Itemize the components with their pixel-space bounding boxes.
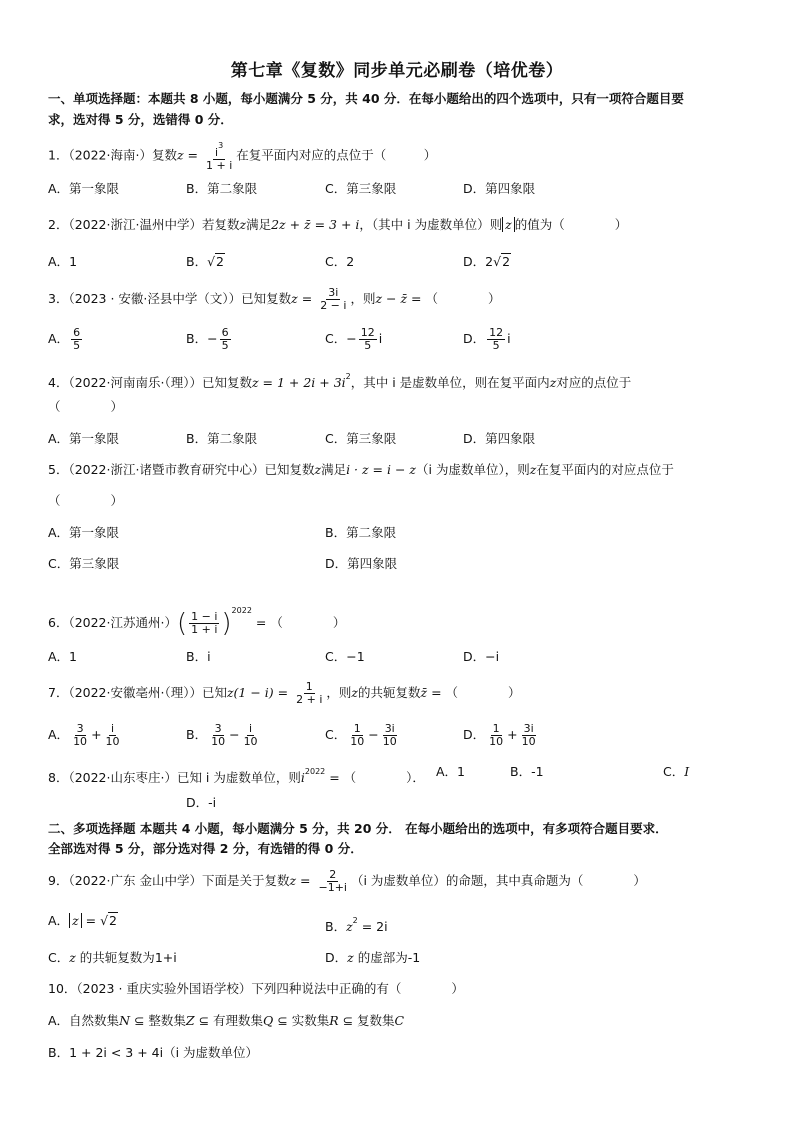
- q3-d-num: 12: [489, 326, 504, 339]
- q3-eq: =: [297, 291, 317, 306]
- section2-header-line1: 二、多项选择题 本题共 4 小题，每小题满分 5 分，共 20 分． 在每小题给出的选项中，有多项符合题目要求．: [48, 821, 668, 836]
- q4-line1a: 4．（2022·河南南乐·（理））已知复数: [48, 375, 252, 390]
- question-9: [48, 868, 646, 894]
- q3-fraction: [318, 287, 348, 312]
- q10-R: R: [329, 1013, 339, 1028]
- q7-a-label: A．: [48, 727, 70, 742]
- q2-option-d[interactable]: [463, 253, 511, 271]
- q2-abs-z: z: [502, 217, 515, 232]
- q8-base: i: [300, 770, 305, 785]
- q6-suffix: = （ ）: [251, 615, 346, 630]
- q10-N: N: [119, 1013, 130, 1028]
- q6-left-paren: (: [176, 608, 188, 639]
- q1-num: i: [215, 146, 219, 159]
- q7-mid: ，则: [326, 685, 352, 700]
- q9-prefix: 9．（2022·广东 金山中学）下面是关于复数: [48, 873, 290, 888]
- q4-option-a[interactable]: A．第一象限: [48, 431, 120, 446]
- q8-option-b[interactable]: B．-1: [510, 764, 544, 779]
- q9-eq: =: [296, 873, 315, 888]
- question-10: 10．（2023 · 重庆实验外国语学校）下列四种说法中正确的有（ ）: [48, 981, 464, 996]
- q7-option-d[interactable]: [463, 722, 540, 748]
- q9-b-label: B．: [325, 919, 347, 934]
- q10-sub3: ⊆ 实数集: [273, 1013, 330, 1028]
- q2-a-label: A．: [48, 254, 70, 269]
- question-2: [48, 216, 627, 234]
- q3-c-num: 12: [360, 326, 375, 339]
- q7-mid2: 的共轭复数: [357, 685, 421, 700]
- q7-c1d: 10: [350, 735, 365, 748]
- q7-b-frac1: [209, 723, 227, 748]
- q8-c-label: C．: [663, 764, 685, 779]
- q3-num: 3i: [328, 286, 339, 299]
- q3-a-den: 5: [73, 339, 81, 352]
- q6-option-b[interactable]: B．i: [186, 649, 211, 664]
- q10-sub2: ⊆ 有理数集: [194, 1013, 264, 1028]
- q7-a1n: 3: [76, 722, 84, 735]
- q6-den: 1 + i: [191, 623, 218, 636]
- q7-option-b[interactable]: [186, 722, 262, 748]
- q1-option-a[interactable]: A．第一象限: [48, 181, 120, 196]
- q3-c-tail: i: [378, 331, 383, 346]
- q7-a2d: 10: [105, 735, 120, 748]
- q2-a-val: 1: [69, 254, 78, 269]
- q2-suffix: ，（其中 i 为虚数单位）则: [359, 217, 503, 232]
- q7-b2d: 10: [243, 735, 258, 748]
- q2-z: z: [239, 217, 247, 232]
- section1-header-line1: 一、单项选择题：本题共 8 小题，每小题满分 5 分，共 40 分．在每小题给出的四个选项中，只有一项符合题目要: [48, 91, 684, 106]
- q10-C: C: [394, 1013, 405, 1028]
- q9-d-label: D．: [325, 950, 348, 965]
- q7-d-label: D．: [463, 727, 486, 742]
- q3-option-b[interactable]: [186, 326, 233, 352]
- q7-a1d: 10: [73, 735, 88, 748]
- q7-c-op: −: [368, 727, 379, 742]
- question-1: [48, 140, 436, 172]
- question-7: [48, 680, 521, 706]
- q4-option-c[interactable]: C．第三象限: [325, 431, 397, 446]
- q9-c-val: 1+i: [154, 950, 177, 965]
- q8-prefix: 8．（2022·山东枣庄·）已知 i 为虚数单位，则: [48, 770, 301, 785]
- q3-b-num: 6: [221, 326, 229, 339]
- q7-b1d: 10: [211, 735, 226, 748]
- q7-option-c[interactable]: [325, 722, 401, 748]
- q9-z: z: [289, 873, 297, 888]
- question-4: [48, 368, 631, 392]
- q3-option-d[interactable]: [463, 326, 511, 352]
- q7-d2d: 10: [521, 735, 536, 748]
- q9-option-d[interactable]: [325, 949, 420, 967]
- q9-a-sqrt: √2: [100, 913, 117, 928]
- q8-option-c[interactable]: [663, 763, 689, 781]
- q2-option-c[interactable]: [325, 253, 354, 271]
- q9-d-val: -1: [407, 950, 421, 965]
- q9-option-c[interactable]: [48, 949, 177, 967]
- q8-sup: 2022: [304, 767, 326, 776]
- q7-d-frac2: [520, 723, 538, 748]
- q3-c-frac: [359, 327, 377, 352]
- q9-c-text: 的共轭复数为: [75, 950, 155, 965]
- page-title: 第七章《复数》同步单元必刷卷（培优卷）: [230, 61, 564, 81]
- q9-num: 2: [329, 868, 337, 881]
- q9-d-text: 的虚部为: [353, 950, 408, 965]
- q9-option-b[interactable]: [325, 912, 388, 936]
- q3-b-den: 5: [221, 339, 229, 352]
- q3-d-tail: i: [507, 331, 511, 346]
- q3-a-frac: [71, 327, 82, 352]
- q5-line2: （ ）: [48, 493, 124, 508]
- q3-c-label: C．−: [325, 331, 357, 346]
- section1-header-line2: 求，选对得 5 分，选错得 0 分．: [48, 112, 233, 127]
- q10-b-tail: （i 为虚数单位）: [163, 1045, 259, 1060]
- q2-mid: 满足: [246, 217, 272, 232]
- q6-right-paren: ): [221, 608, 232, 639]
- q10-sub4: ⊆ 复数集: [338, 1013, 395, 1028]
- q1-fraction: [204, 140, 234, 172]
- q10-b-label: B．: [48, 1045, 70, 1060]
- q3-end: = （ ）: [407, 291, 501, 306]
- q9-fraction: [316, 869, 349, 894]
- q7-d1d: 10: [489, 735, 504, 748]
- q7-c2n: 3i: [384, 722, 395, 735]
- q4-option-b[interactable]: B．第二象限: [186, 431, 258, 446]
- question-8: [48, 763, 425, 787]
- q6-option-c[interactable]: C．−1: [325, 649, 365, 664]
- q7-c1n: 1: [353, 722, 361, 735]
- q2-c-label: C．: [325, 254, 347, 269]
- q5-z2: z: [529, 462, 537, 477]
- q4-line1c: 对应的点位于: [556, 375, 632, 390]
- q7-end: = （ ）: [427, 685, 521, 700]
- q5-option-a[interactable]: A．第一象限: [48, 525, 120, 540]
- q1-num-sup: 3: [218, 141, 224, 150]
- q7-a-frac1: [71, 723, 89, 748]
- q6-prefix: 6．（2022·江苏通州·）: [48, 615, 177, 630]
- q4-line1b: ，其中 i 是虚数单位，则在复平面内: [350, 375, 550, 390]
- q9-suffix: （i 为虚数单位）的命题，其中真命题为（ ）: [350, 873, 646, 888]
- q7-d1n: 1: [492, 722, 500, 735]
- q2-end: 的值为（ ）: [514, 217, 628, 232]
- q2-option-a[interactable]: [48, 253, 77, 271]
- q3-b-label: B．−: [186, 331, 218, 346]
- q7-z: z: [351, 685, 358, 700]
- q5-z: z: [314, 462, 322, 477]
- q3-d-frac: [487, 327, 505, 352]
- q6-option-a[interactable]: A．1: [48, 649, 78, 664]
- q3-prefix: 3．（2023 · 安徽·泾县中学（文））已知复数: [48, 291, 292, 306]
- q5-option-d[interactable]: D．第四象限: [325, 556, 398, 571]
- q4-expr: z = 1 + 2i + 3i: [251, 375, 346, 390]
- q1-option-c[interactable]: C．第三象限: [325, 181, 397, 196]
- q1-eq: =: [183, 147, 202, 163]
- q4-z: z: [549, 375, 557, 390]
- q2-d-rad: 2: [502, 254, 511, 269]
- q2-b-rad: 2: [216, 254, 224, 269]
- q9-d-z: z: [347, 950, 354, 965]
- q2-d-coef: 2: [485, 254, 494, 269]
- q3-option-c[interactable]: [325, 326, 382, 352]
- q7-c-frac1: [348, 723, 366, 748]
- q7-den: 2 + i: [296, 693, 323, 706]
- q10-Q: Q: [263, 1013, 274, 1028]
- q3-d-label: D．: [463, 331, 486, 346]
- q4-line2: （ ）: [48, 399, 124, 414]
- q7-b-frac2: [242, 723, 260, 748]
- q5-option-b[interactable]: B．第二象限: [325, 525, 397, 540]
- q3-c-den: 5: [364, 339, 372, 352]
- q2-c-val: 2: [346, 254, 355, 269]
- q9-b-sup: 2: [352, 916, 358, 925]
- q1-prefix: 1．（2022·海南·）复数: [48, 147, 177, 163]
- question-3: [48, 286, 500, 312]
- q1-option-d[interactable]: D．第四象限: [463, 181, 536, 196]
- q3-a-num: 6: [73, 326, 81, 339]
- q5-expr: i · z = i − z: [346, 462, 417, 477]
- q10-sub1: ⊆ 整数集: [130, 1013, 186, 1028]
- q7-b2n: i: [249, 722, 253, 735]
- q3-z: z: [291, 291, 298, 306]
- q7-b-label: B．: [186, 727, 208, 742]
- q3-den: 2 − i: [320, 299, 347, 312]
- q2-d-label: D．: [463, 254, 486, 269]
- q2-b-sqrt: √2: [207, 254, 224, 269]
- q9-den: −1+i: [318, 881, 347, 894]
- q7-d2n: 3i: [523, 722, 534, 735]
- q8-suffix: = （ ）．: [325, 770, 425, 785]
- q8-option-d[interactable]: D．-i: [186, 795, 217, 810]
- q5-option-c[interactable]: C．第三象限: [48, 556, 120, 571]
- q7-prefix: 7．（2022·安徽亳州·（理））已知: [48, 685, 227, 700]
- q7-c-label: C．: [325, 727, 347, 742]
- q5-line1b: 满足: [321, 462, 347, 477]
- q7-zbar: z̄: [420, 685, 428, 700]
- q10-Z: Z: [185, 1013, 195, 1028]
- q9-c-label: C．: [48, 950, 70, 965]
- q9-b-tail: = 2i: [357, 919, 388, 934]
- q8-c-val: I: [684, 764, 690, 779]
- q10-a-label: A．自然数集: [48, 1013, 120, 1028]
- question-5: [48, 461, 674, 479]
- q2-option-b[interactable]: [186, 253, 225, 271]
- q4-option-d[interactable]: D．第四象限: [463, 431, 536, 446]
- q7-a-frac2: [104, 723, 122, 748]
- q2-b-label: B．: [186, 254, 208, 269]
- q7-c2d: 10: [382, 735, 397, 748]
- q3-d-den: 5: [492, 339, 500, 352]
- q9-b-expr: z: [346, 919, 353, 934]
- question-6: [48, 596, 345, 638]
- q8-option-a[interactable]: A．1: [436, 764, 466, 779]
- q2-d-sqrt: √2: [493, 254, 511, 269]
- q7-num: 1: [305, 680, 313, 693]
- q6-sup: 2022: [231, 606, 252, 615]
- q6-fraction: [189, 611, 219, 636]
- q3-b-frac: [220, 327, 231, 352]
- q9-c-z: z: [69, 950, 76, 965]
- q3-option-a[interactable]: [48, 326, 84, 352]
- q5-line1c: （i 为虚数单位），则: [416, 462, 530, 477]
- q1-option-b[interactable]: B．第二象限: [186, 181, 258, 196]
- q2-prefix: 2．（2022·浙江·温州中学）若复数: [48, 217, 240, 232]
- q9-a-abs: z: [69, 913, 82, 928]
- q7-d-frac1: [487, 723, 505, 748]
- q10-option-a[interactable]: [48, 1012, 404, 1030]
- q9-a-rad: 2: [109, 913, 117, 928]
- q7-b1n: 3: [214, 722, 222, 735]
- q7-a2n: i: [111, 722, 115, 735]
- q10-b-expr: 1 + 2i < 3 + 4i: [69, 1045, 164, 1060]
- q9-a-eq: =: [81, 913, 101, 928]
- q1-suffix: 在复平面内对应的点位于（ ）: [236, 147, 437, 163]
- q3-suffix: ，则: [350, 291, 376, 306]
- section2-header-line2: 全部选对得 5 分，部分选对得 2 分，有选错的得 0 分．: [48, 841, 363, 856]
- q6-option-d[interactable]: D．−i: [463, 649, 500, 664]
- q7-d-op: +: [507, 727, 518, 742]
- q7-expr: z(1 − i) =: [226, 685, 293, 700]
- q9-option-a[interactable]: [48, 912, 118, 930]
- q1-den: 1 + i: [205, 159, 233, 172]
- q1-z: z: [176, 147, 184, 163]
- q3-expr: z − z̄: [375, 291, 408, 306]
- q6-num: 1 − i: [191, 610, 218, 623]
- q2-expr: 2z + z̄ = 3 + i: [271, 217, 360, 232]
- q4-expr-sup: 2: [345, 372, 351, 381]
- q3-a-label: A．: [48, 331, 70, 346]
- q5-line1a: 5．（2022·浙江·诸暨市教育研究中心）已知复数: [48, 462, 315, 477]
- q9-a-label: A．: [48, 913, 70, 928]
- q5-line1d: 在复平面内的对应点位于: [536, 462, 674, 477]
- q10-option-b[interactable]: [48, 1044, 258, 1062]
- q7-fraction: [294, 681, 324, 706]
- q7-c-frac2: [381, 723, 399, 748]
- q7-b-op: −: [229, 727, 240, 742]
- q7-a-op: +: [91, 727, 102, 742]
- q7-option-a[interactable]: [48, 722, 124, 748]
